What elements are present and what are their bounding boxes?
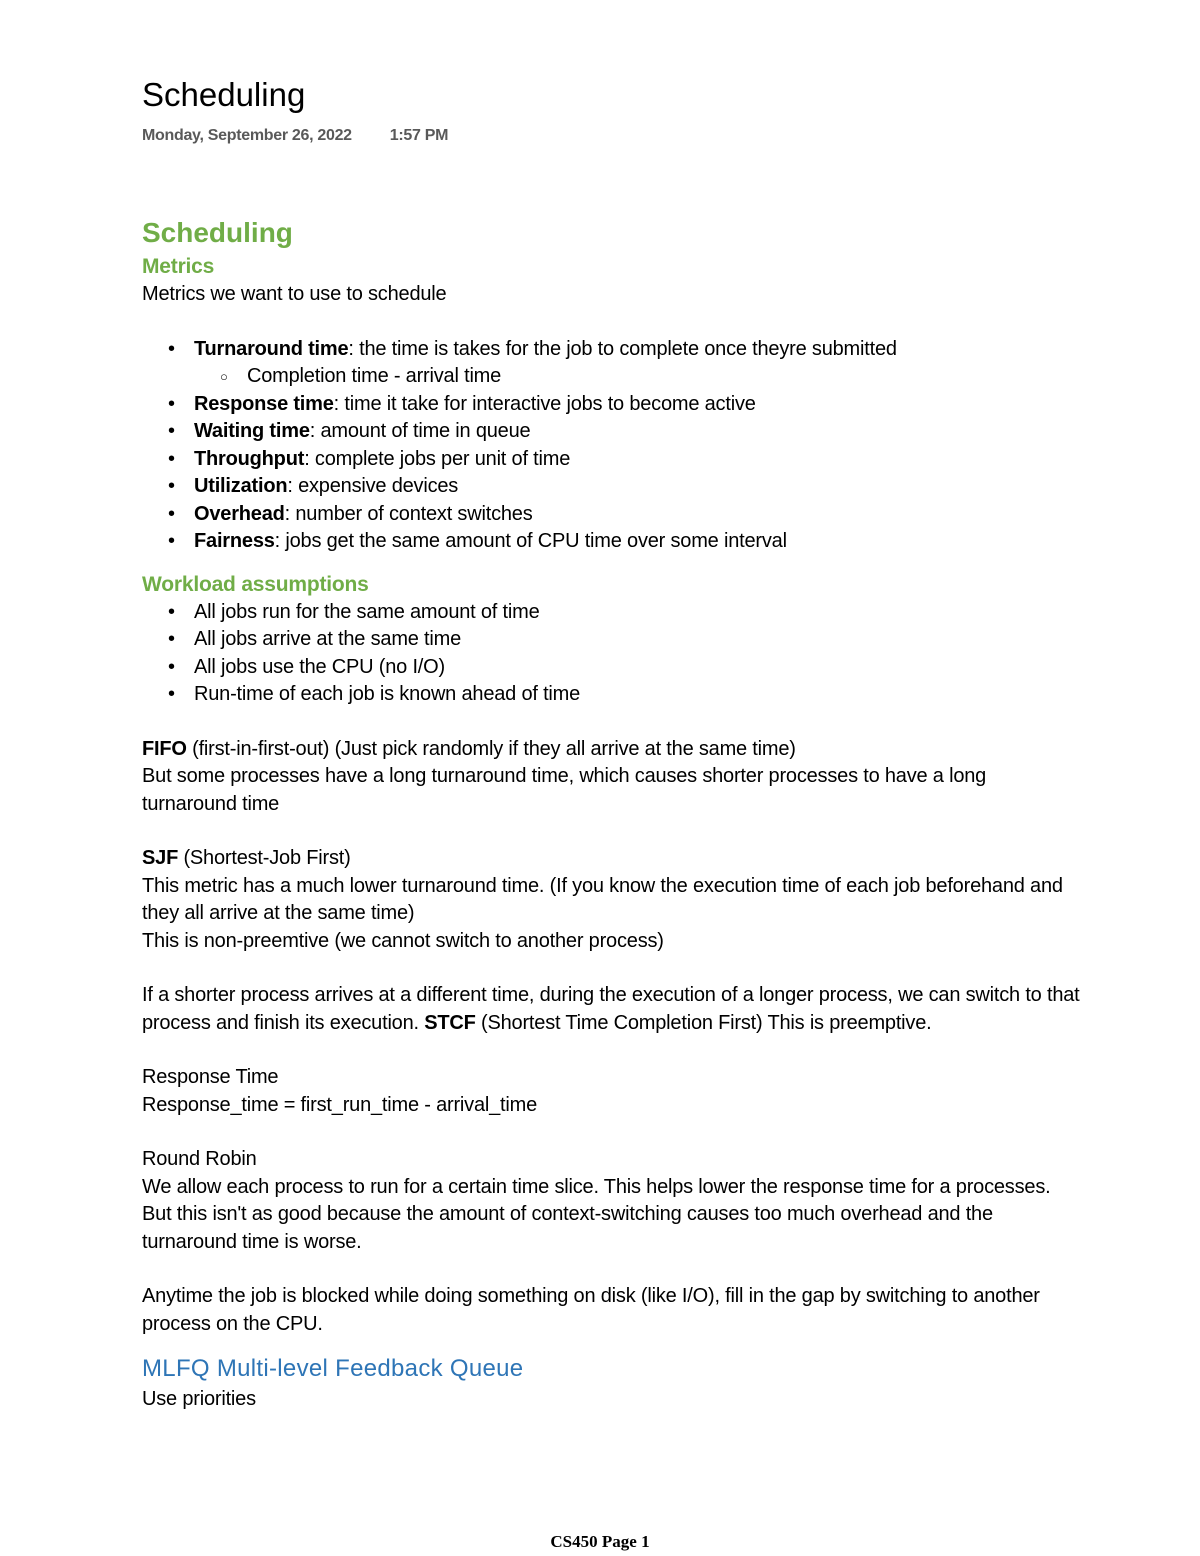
page-time: 1:57 PM bbox=[389, 127, 449, 144]
page-footer: CS450 Page 1 bbox=[550, 1532, 650, 1551]
list-item bbox=[142, 391, 1082, 419]
page-title: Scheduling bbox=[142, 76, 306, 113]
list-item: • All jobs arrive at the same time bbox=[142, 626, 1082, 654]
metric-desc: : amount of time in queue bbox=[309, 420, 531, 442]
spacer bbox=[142, 1119, 1082, 1146]
response-time-formula: Response_time = first_run_time - arrival_time bbox=[142, 1093, 538, 1116]
heading-mlfq: MLFQ Multi-level Feedback Queue bbox=[142, 1355, 524, 1382]
spacer bbox=[142, 556, 1082, 570]
round-robin-title: Round Robin bbox=[142, 1148, 257, 1170]
fifo-line bbox=[142, 736, 1082, 764]
metrics-sublist bbox=[194, 363, 1082, 391]
metric-desc: : complete jobs per unit of time bbox=[304, 447, 571, 470]
io-paragraph: Anytime the job is blocked while doing something on disk (like I/O), fill in the gap by switching to another process on the CPU. bbox=[142, 1285, 1040, 1335]
metric-desc: : time it take for interactive jobs to become active bbox=[333, 392, 756, 415]
heading-scheduling: Scheduling bbox=[142, 217, 293, 248]
metric-desc: : the time is takes for the job to complete once theyre submitted bbox=[348, 337, 897, 360]
spacer bbox=[142, 709, 1082, 736]
note-content bbox=[142, 214, 1082, 1414]
list-item: • All jobs use the CPU (no I/O) bbox=[142, 654, 1082, 682]
mlfq-line: Use priorities bbox=[142, 1388, 256, 1410]
spacer bbox=[142, 1256, 1082, 1283]
metric-term: Response time bbox=[194, 392, 334, 415]
metric-desc: : jobs get the same amount of CPU time over some interval bbox=[274, 530, 787, 552]
round-robin-detail: We allow each process to run for a certain time slice. This helps lower the response time for a processes. But this isn't as good because the amount of context-switching causes too much overhead and the turnaround time is worse. bbox=[142, 1175, 1051, 1253]
workload-list bbox=[142, 599, 1082, 709]
metric-term: Utilization bbox=[194, 475, 288, 497]
response-time-title: Response Time bbox=[142, 1066, 279, 1088]
fifo-desc: (first-in-first-out) (Just pick randomly if they all arrive at the same time) bbox=[186, 737, 796, 760]
list-item bbox=[142, 336, 1082, 391]
list-item bbox=[142, 501, 1082, 529]
metrics-list bbox=[142, 336, 1082, 556]
sjf-preemption: This is non-preemtive (we cannot switch to another process) bbox=[142, 929, 664, 952]
heading-metrics: Metrics bbox=[142, 255, 215, 278]
stcf-before: If a shorter process arrives at a different time, during the execution of a longer process, we can switch to that process and finish its execution. bbox=[142, 984, 1080, 1034]
spacer bbox=[142, 1037, 1082, 1064]
metric-term: Fairness bbox=[194, 530, 275, 552]
list-item: • All jobs run for the same amount of time bbox=[142, 599, 1082, 627]
metrics-intro: Metrics we want to use to schedule bbox=[142, 283, 447, 305]
sjf-term: SJF bbox=[142, 847, 179, 869]
metric-desc: : number of context switches bbox=[284, 502, 533, 525]
sjf-detail: This metric has a much lower turnaround time. (If you know the execution time of each job beforehand and they all arrive at the same time) bbox=[142, 874, 1063, 924]
fifo-term: FIFO bbox=[142, 737, 187, 760]
page-date: Monday, September 26, 2022 bbox=[142, 127, 352, 144]
spacer bbox=[142, 818, 1082, 845]
list-item bbox=[142, 418, 1082, 446]
spacer bbox=[142, 1338, 1082, 1352]
list-item: • Run-time of each job is known ahead of time bbox=[142, 681, 1082, 709]
spacer bbox=[142, 309, 1082, 336]
spacer bbox=[142, 955, 1082, 982]
stcf-term: STCF bbox=[424, 1011, 476, 1034]
list-item bbox=[142, 528, 1082, 556]
heading-workload: Workload assumptions bbox=[142, 572, 369, 596]
page-timestamp bbox=[142, 127, 448, 145]
metric-term: Throughput bbox=[194, 447, 305, 470]
stcf-after: (Shortest Time Completion First) This is preemptive. bbox=[475, 1011, 932, 1034]
sjf-line bbox=[142, 845, 1082, 873]
fifo-detail: But some processes have a long turnaround time, which causes shorter processes to have a long turnaround time bbox=[142, 765, 987, 815]
metric-term: Overhead bbox=[194, 502, 285, 525]
metric-term: Turnaround time bbox=[194, 337, 349, 360]
stcf-paragraph bbox=[142, 982, 1082, 1037]
sjf-desc: (Shortest-Job First) bbox=[178, 847, 351, 869]
list-item: ○ Completion time - arrival time bbox=[142, 363, 1082, 391]
metric-term: Waiting time bbox=[194, 420, 310, 442]
list-item bbox=[142, 473, 1082, 501]
list-item bbox=[142, 446, 1082, 474]
metric-desc: : expensive devices bbox=[287, 475, 459, 497]
